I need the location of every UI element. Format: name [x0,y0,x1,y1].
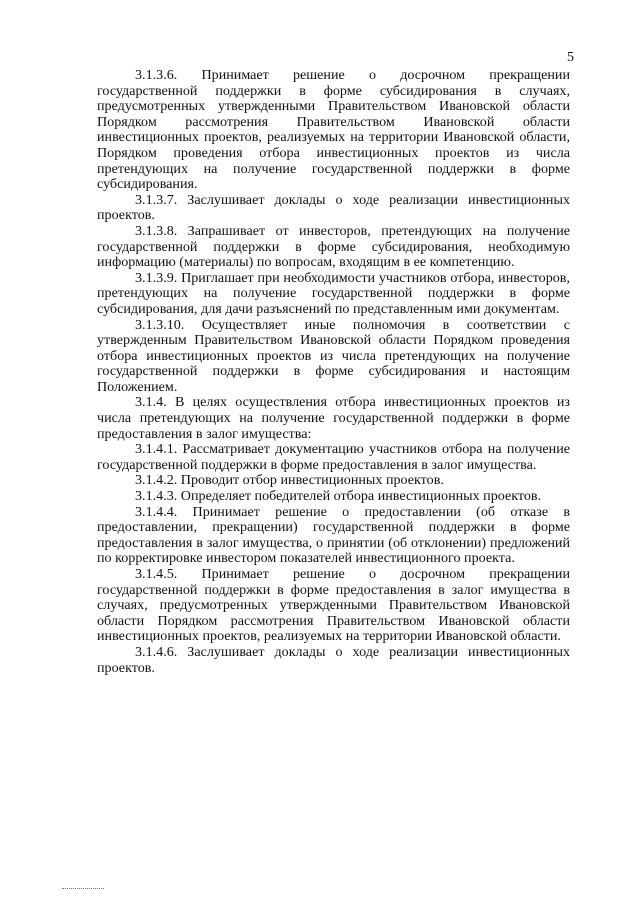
paragraph-3-1-3-8: 3.1.3.8. Запрашивает от инвесторов, претендующих на получение государственной поддержки в форме субсидирования, необходимую информацию (материалы) по вопросам, входящим в ее компетенцию. [97,222,570,271]
paragraph-3-1-4-6: 3.1.4.6. Заслушивает доклады о ходе реализации инвестиционных проектов. [97,643,570,676]
paragraph-3-1-4-3: 3.1.4.3. Определяет победителей отбора инвестиционных проектов. [135,488,542,505]
paragraph-3-1-3-9: 3.1.3.9. Приглашает при необходимости участников отбора, инвесторов, претендующих на получение государственной поддержки в форме субсидирования, для дачи разъяснений по представленным ими документам. [97,269,570,317]
paragraph-3-1-3-6: 3.1.3.6. Принимает решение о досрочном прекращении государственной поддержки в форме субсидирования в случаях, предусмотренных утвержденными Правительством Ивановской области Порядком рассмотрения Правительством Ивановской области инвестиционных проектов, реализуемых на территории Ивановской области, Порядком проведения отбора инвестиционных проектов из числа претендующих на получение государственной поддержки в форме субсидирования. [97,67,570,193]
paragraph-3-1-4-2: 3.1.4.2. Проводит отбор инвестиционных проектов. [135,472,444,489]
page-number: 5 [567,50,574,65]
paragraph-3-1-4-5: 3.1.4.5. Принимает решение о досрочном прекращении государственной поддержки в форме предоставления в залог имущества в случаях, предусмотренных утвержденными Правительством Ивановской области Порядком рассмотрения Правительством Ивановской области инвестиционных проектов, реализуемых на территории Ивановской области. [97,566,570,645]
document-body [97,68,570,676]
paragraph-3-1-4-4: 3.1.4.4. Принимает решение о предоставлении (об отказе в предоставлении, прекращении) государственной поддержки в форме предоставления в залог имущества, о принятии (об отклонении) предложений по корректировке инвестором показателей инвестиционного проекта. [97,503,570,567]
paragraph-3-1-3-10: 3.1.3.10. Осуществляет иные полномочия в соответствии с утвержденным Правительством Ивановской области Порядком проведения отбора инвестиционных проектов из числа претендующих на получение государственной поддержки в форме субсидирования и настоящим Положением. [97,316,570,395]
paragraph-3-1-3-7: 3.1.3.7. Заслушивает доклады о ходе реализации инвестиционных проектов. [97,191,570,224]
paragraph-3-1-4-1: 3.1.4.1. Рассматривает документацию участников отбора на получение государственной поддержки в форме предоставления в залог имущества. [97,441,570,473]
scan-footer-mark [62,888,104,889]
paragraph-3-1-4: 3.1.4. В целях осуществления отбора инвестиционных проектов из числа претендующих на получение государственной поддержки в форме предоставления в залог имущества: [97,394,570,442]
